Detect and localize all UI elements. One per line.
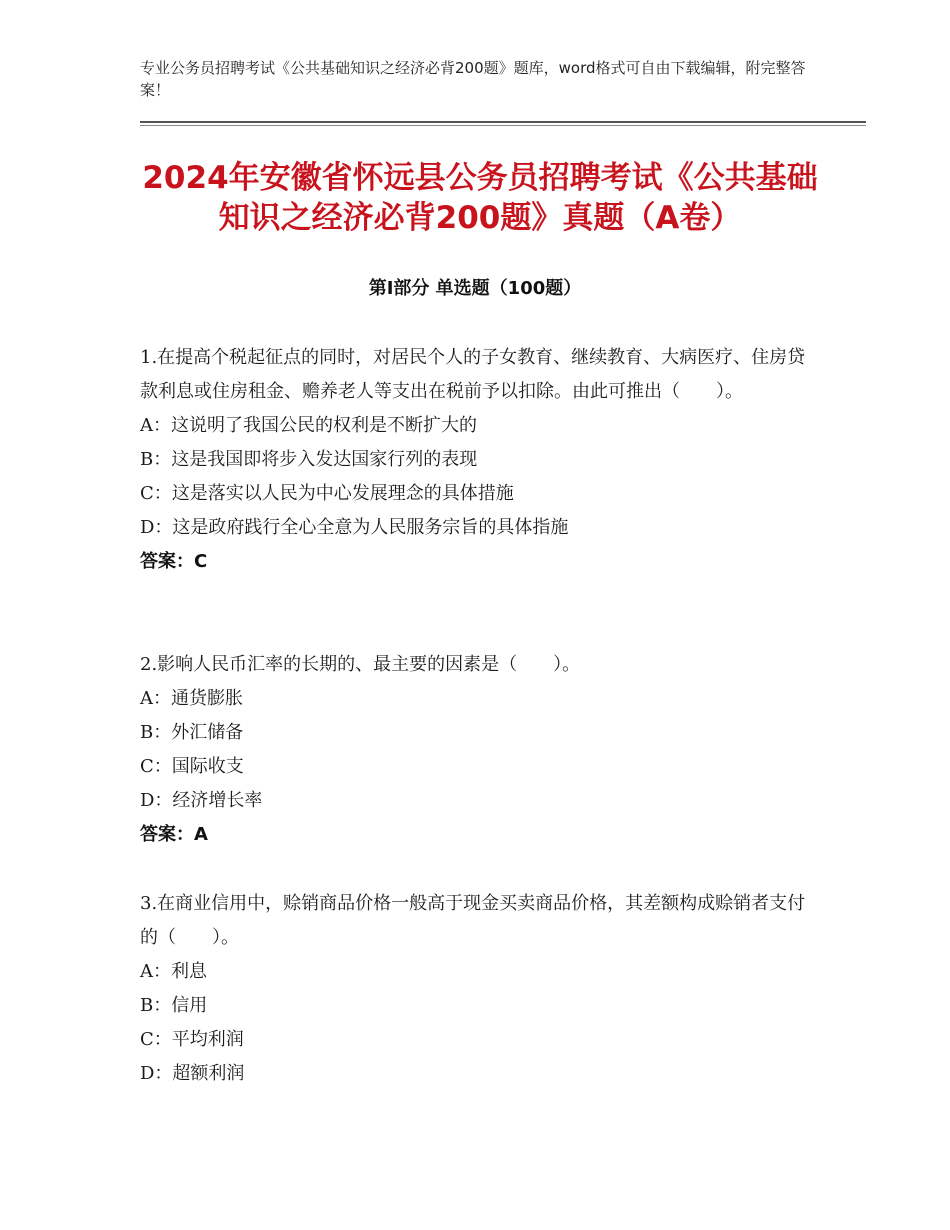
- option-b: B：这是我国即将步入发达国家行列的表现: [140, 449, 478, 470]
- header-divider: [140, 121, 866, 123]
- answer: 答案：C: [140, 551, 208, 572]
- option-a: A：利息: [140, 961, 207, 982]
- option-d: D：这是政府践行全心全意为人民服务宗旨的具体指施: [140, 517, 569, 538]
- header-divider-thin: [140, 125, 866, 126]
- header-note: 专业公务员招聘考试《公共基础知识之经济必背200题》题库，word格式可自由下载编辑，附完整答案！: [140, 59, 806, 99]
- option-c: C：国际收支: [140, 756, 244, 777]
- section-heading: 第Ⅰ部分 单选题（100题）: [368, 278, 582, 299]
- option-d: D：超额利润: [140, 1063, 245, 1084]
- option-d: D：经济增长率: [140, 790, 263, 811]
- answer: 答案：A: [140, 824, 208, 845]
- question-stem: 1.在提高个税起征点的同时，对居民个人的子女教育、继续教育、大病医疗、住房贷款利息或住房租金、赡养老人等支出在税前予以扣除。由此可推出（ ）。: [140, 347, 806, 402]
- question-3: [140, 887, 820, 1091]
- option-b: B：外汇储备: [140, 722, 244, 743]
- option-c: C：这是落实以人民为中心发展理念的具体措施: [140, 483, 514, 504]
- question-stem: 2.影响人民币汇率的长期的、最主要的因素是（ ）。: [140, 654, 581, 675]
- option-c: C：平均利润: [140, 1029, 244, 1050]
- question-1: [140, 341, 820, 579]
- question-stem: 3.在商业信用中，赊销商品价格一般高于现金买卖商品价格，其差额构成赊销者支付的（ ）。: [140, 893, 806, 948]
- option-a: A：通货膨胀: [140, 688, 243, 709]
- option-b: B：信用: [140, 995, 208, 1016]
- question-2: [140, 648, 820, 852]
- option-a: A：这说明了我国公民的权利是不断扩大的: [140, 415, 477, 436]
- document-title: 2024年安徽省怀远县公务员招聘考试《公共基础知识之经济必背200题》真题（A卷）: [142, 160, 818, 236]
